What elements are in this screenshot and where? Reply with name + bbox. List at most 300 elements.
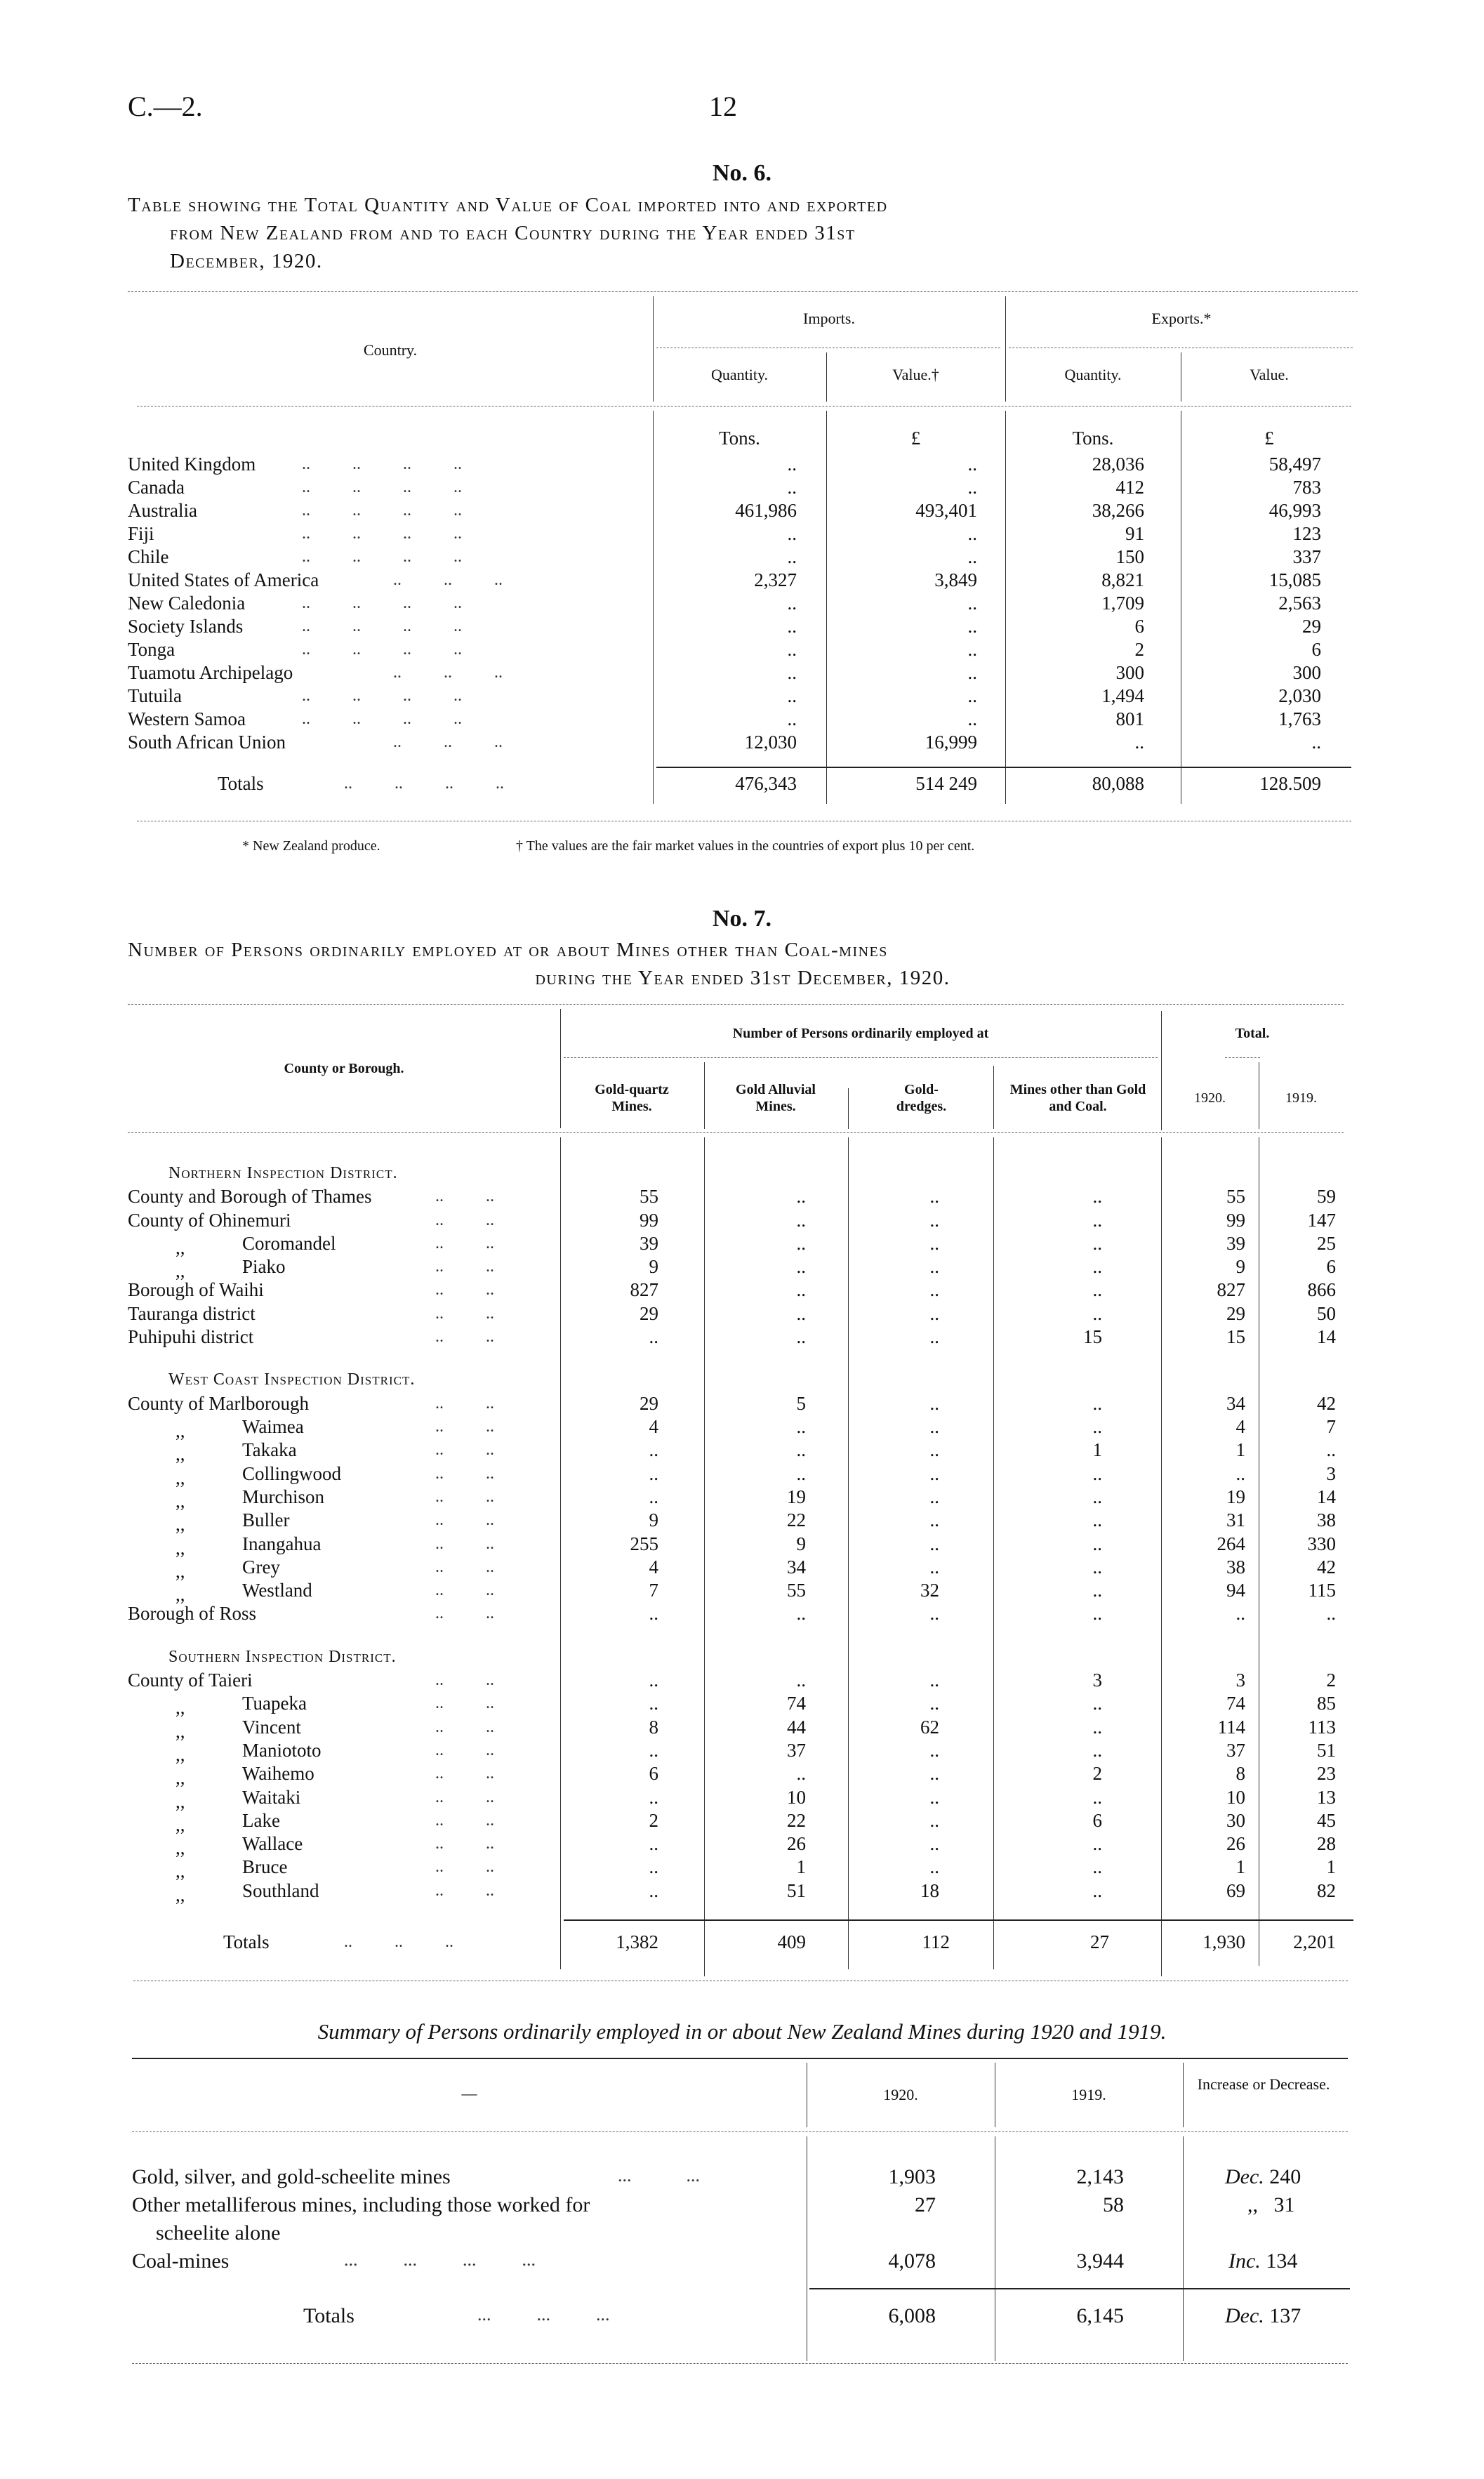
total-1920-count: 10 [1226,1787,1245,1808]
gold-quartz-count: 6 [649,1763,658,1784]
total-1920-count: 9 [1235,1256,1245,1277]
imports-quantity-header: Quantity. [710,366,769,383]
ditto-mark: ,, [175,1837,185,1858]
gold-quartz-count: .. [649,1463,658,1484]
other-mines-count: .. [1092,1693,1102,1714]
gold-quartz-count: .. [649,1670,658,1691]
gold-alluvial-count: 51 [787,1880,806,1901]
summary-change-value [1228,2248,1297,2275]
other-mines-count: 2 [1092,1763,1102,1784]
total-1919-count: 147 [1307,1210,1336,1231]
table6-totals-label: Totals [218,773,264,794]
gold-quartz-count: 9 [649,1509,658,1531]
table7-top-rule [128,1004,1344,1005]
exports-value: 58,497 [1268,454,1321,475]
total-1919: 2,201 [1293,1931,1336,1952]
total-1919-count: 115 [1308,1580,1336,1601]
county-name: Inangahua [242,1533,322,1554]
table6-title-line3: December, 1920. [170,250,323,272]
summary-change-header: Increase or Decrease. [1197,2075,1330,2093]
total-1920-count: 827 [1217,1279,1245,1300]
county-name: Grey [242,1556,280,1578]
unit-tons: Tons. [719,428,760,449]
imports-value: .. [967,477,977,498]
dot-leader: .. .. [435,1694,494,1712]
dot-leader: .. .. .. [393,733,503,751]
gold-dredges-count: .. [929,1439,939,1460]
exports-header: Exports.* [1151,310,1212,327]
table7-total-rule [1225,1057,1260,1058]
imports-quantity: .. [787,477,797,498]
gold-dredges-count: .. [929,1603,939,1624]
total-gold-alluvial: 409 [777,1931,806,1952]
gold-dredges-count: .. [929,1279,939,1300]
gold-alluvial-count: 22 [787,1810,806,1831]
country-name: Fiji [128,523,154,544]
county-name: Borough of Waihi [128,1279,264,1300]
exports-quantity: 28,036 [1092,454,1144,475]
dot-leader: .. .. [435,1257,494,1276]
summary-bottom-rule [132,2363,1348,2364]
other-mines-count: .. [1092,1416,1102,1437]
total-1920-count: .. [1235,1463,1245,1484]
ditto-mark: ,, [175,1721,185,1742]
gold-alluvial-count: 9 [796,1533,806,1554]
country-name: Canada [128,477,185,498]
ditto-mark: ,, [175,1744,185,1765]
gold-dredges-count: .. [929,1186,939,1207]
gold-quartz-count: 99 [640,1210,658,1231]
year-1920-header: 1920. [1194,1090,1226,1106]
table7-divider [848,1088,849,1129]
imports-quantity: .. [787,639,797,660]
imports-quantity: .. [787,685,797,706]
gold-quartz-count: 827 [630,1279,658,1300]
footnote-dagger: † The values are the fair market values in the countries of export plus 10 per cent. [516,838,975,854]
table7-totals-rule [564,1919,1353,1921]
summary-totals-rule [809,2288,1350,2289]
gold-alluvial-count: 19 [787,1486,806,1507]
gold-dredges-count: .. [929,1303,939,1324]
exports-quantity: 412 [1115,477,1144,498]
total-1919-count: 14 [1317,1326,1336,1347]
table6-title-line1: Table showing the Total Quantity and Value of Coal imported into and exported [128,194,888,216]
other-mines-count: .. [1092,1556,1102,1578]
dot-leader: .. .. [435,1417,494,1436]
imports-value: .. [967,523,977,544]
total-1919-count: 6 [1326,1256,1336,1277]
dot-leader: .. .. [435,1718,494,1736]
other-mines-count: .. [1092,1463,1102,1484]
imports-quantity: 12,030 [744,732,797,753]
summary-change-value [1225,2164,1301,2190]
year-1919-header: 1919. [1285,1090,1317,1106]
gold-alluvial-header: Gold Alluvial Mines. [736,1082,816,1114]
total-1919-count: 13 [1317,1787,1336,1808]
total-1920-count: 38 [1226,1556,1245,1578]
group-header: Number of Persons ordinarily employed at [732,1026,989,1041]
county-name: Coromandel [242,1233,336,1254]
document-reference: C.—2. [128,91,203,122]
dot-leader: .. .. [435,1394,494,1413]
country-name: New Caledonia [128,593,246,614]
dot-leader: .. .. [435,1234,494,1252]
dot-leader: .. .. [435,1465,494,1483]
summary-1919-value: 3,944 [1076,2249,1124,2273]
dot-leader: .. .. [435,1511,494,1529]
total-1920-count: 34 [1226,1393,1245,1414]
county-name: Collingwood [242,1463,342,1484]
gold-alluvial-count: .. [796,1670,806,1691]
total-1919-count: 113 [1308,1717,1336,1738]
table6-top-rule [128,291,1358,292]
dot-leader: .. .. [435,1558,494,1576]
total-1919-count: 25 [1317,1233,1336,1254]
gold-alluvial-count: .. [796,1233,806,1254]
total-1919-count: 23 [1317,1763,1336,1784]
country-name: South African Union [128,732,286,753]
gold-quartz-count: .. [649,1787,658,1808]
imports-value-header: Value.† [892,366,939,383]
other-mines-count: .. [1092,1256,1102,1277]
ditto-mark: ,, [175,1514,185,1535]
gold-quartz-count: .. [649,1486,658,1507]
gold-dredges-count: 32 [920,1580,939,1601]
ditto-mark: ,, [175,1814,185,1835]
dot-leader: .. .. [435,1304,494,1323]
county-name: Waimea [242,1416,304,1437]
total-1920-count: 39 [1226,1233,1245,1254]
total-1919-count: 38 [1317,1509,1336,1531]
other-mines-count: .. [1092,1303,1102,1324]
summary-header-rule [132,2131,1348,2132]
total-1919-count: 45 [1317,1810,1336,1831]
exports-quantity: 150 [1115,546,1144,567]
imports-quantity: .. [787,454,797,475]
dot-leader: .. .. [435,1858,494,1876]
ditto-mark: ,, [175,1791,185,1812]
summary-totals-label: Totals [303,2304,355,2327]
gold-quartz-count: .. [649,1693,658,1714]
total-other-mines: 27 [1090,1931,1109,1952]
other-mines-count: .. [1092,1580,1102,1601]
dot-leader: .. .. .. .. [302,524,462,543]
exports-quantity: 300 [1115,662,1144,683]
table7-title-line2: during the Year ended 31st December, 1920. [535,967,950,989]
imports-header: Imports. [803,310,855,327]
ditto-mark: ,, [1247,2193,1258,2216]
gold-dredges-count: .. [929,1463,939,1484]
total-1919-count: 59 [1317,1186,1336,1207]
other-mines-count: .. [1092,1880,1102,1901]
total-1920-count: 3 [1235,1670,1245,1691]
change-amount: 137 [1269,2304,1301,2327]
imports-value: .. [967,593,977,614]
county-name: Buller [242,1509,290,1531]
country-header: Country. [363,341,418,359]
total-1919-count: 50 [1317,1303,1336,1324]
imports-quantity: .. [787,708,797,729]
county-header: County or Borough. [284,1061,404,1076]
imports-value: .. [967,546,977,567]
summary-row-label: Other metalliferous mines, including those worked for [132,2193,590,2216]
summary-row-label: Gold, silver, and gold-scheelite mines [132,2165,451,2188]
change-amount: 240 [1269,2165,1301,2188]
gold-quartz-count: .. [649,1856,658,1877]
gold-quartz-count: 4 [649,1556,658,1578]
dot-leader: .. .. .. .. [344,774,504,793]
imports-value: .. [967,454,977,475]
gold-alluvial-count: .. [796,1416,806,1437]
gold-alluvial-count: 34 [787,1556,806,1578]
summary-blank-header: — [461,2084,477,2102]
gold-alluvial-count: .. [796,1439,806,1460]
dot-leader: .. .. [435,1488,494,1506]
gold-alluvial-count: .. [796,1279,806,1300]
gold-dredges-count: .. [929,1416,939,1437]
gold-quartz-count: 29 [640,1303,658,1324]
dot-leader: .. .. .. [393,663,503,682]
gold-alluvial-count: .. [796,1303,806,1324]
gold-alluvial-count: .. [796,1326,806,1347]
gold-quartz-count: .. [649,1603,658,1624]
table7-group-rule [564,1057,1158,1058]
exports-value: 29 [1302,616,1321,637]
summary-title: Summary of Persons ordinarily employed in or about New Zealand Mines during 1920 and 1919. [317,2019,1167,2044]
summary-row-label-cont: scheelite alone [156,2221,281,2245]
other-mines-count: .. [1092,1393,1102,1414]
other-mines-count: .. [1092,1533,1102,1554]
imports-value: .. [967,616,977,637]
gold-quartz-count: .. [649,1880,658,1901]
gold-quartz-count: 2 [649,1810,658,1831]
imports-value: .. [967,639,977,660]
county-name: Borough of Ross [128,1603,257,1624]
total-1920-count: 31 [1226,1509,1245,1531]
unit-pounds: £ [1264,428,1274,449]
change-amount: 134 [1266,2249,1298,2273]
total-1920-count: 1 [1235,1856,1245,1877]
gold-dredges-count: .. [929,1326,939,1347]
dot-leader: .. .. [435,1328,494,1346]
gold-alluvial-count: .. [796,1210,806,1231]
imports-quantity: .. [787,593,797,614]
gold-dredges-count: .. [929,1763,939,1784]
district-heading: Southern Inspection District. [168,1648,397,1666]
ditto-mark: ,, [175,1237,185,1258]
imports-value: 3,849 [934,569,977,590]
other-mines-count: .. [1092,1486,1102,1507]
other-mines-count: .. [1092,1210,1102,1231]
gold-quartz-header: Gold-quartz Mines. [595,1082,669,1114]
total-1920-count: 264 [1217,1533,1245,1554]
ditto-mark: ,, [175,1697,185,1718]
county-name: Waihemo [242,1763,314,1784]
dot-leader: .. .. [435,1535,494,1553]
summary-divider [1183,2063,1184,2127]
dot-leader: .. .. .. .. [302,501,462,520]
country-name: Tutuila [128,685,183,706]
gold-alluvial-count: .. [796,1603,806,1624]
gold-alluvial-count: 1 [796,1856,806,1877]
other-mines-count: .. [1092,1787,1102,1808]
summary-total-1920: 6,008 [888,2304,936,2327]
gold-quartz-count: .. [649,1439,658,1460]
total-1919-count: 28 [1317,1833,1336,1854]
dot-leader: .. .. [435,1835,494,1853]
summary-top-rule [132,2058,1348,2059]
total-1919-count: 330 [1307,1533,1336,1554]
county-name: Waitaki [242,1787,301,1808]
total-1920-count: 29 [1226,1303,1245,1324]
ditto-mark: ,, [175,1538,185,1559]
gold-dredges-count: .. [929,1210,939,1231]
total-1920-count: 94 [1226,1580,1245,1601]
total-1919-count: 42 [1317,1556,1336,1578]
ditto-mark: ,, [175,1767,185,1788]
other-mines-count: 3 [1092,1670,1102,1691]
summary-row-label: Coal-mines [132,2249,230,2273]
dot-leader: .. .. [435,1882,494,1900]
table7-divider [993,1066,994,1129]
summary-1920-value: 27 [915,2193,936,2216]
ditto-mark: ,, [175,1884,185,1905]
county-name: Murchison [242,1486,324,1507]
ditto-mark: ,, [175,1860,185,1882]
total-1919-count: .. [1326,1439,1336,1460]
dot-leader: .. .. [435,1811,494,1830]
gold-quartz-count: .. [649,1833,658,1854]
gold-quartz-count: 7 [649,1580,658,1601]
dot-leader: .. .. [435,1788,494,1806]
country-name: Tonga [128,639,175,660]
dot-leader: .. .. .. .. [302,548,462,566]
imports-quantity: .. [787,662,797,683]
dot-leader: .. .. .. .. [302,478,462,496]
unit-tons: Tons. [1072,428,1114,449]
county-name: Lake [242,1810,280,1831]
total-1919-count: .. [1326,1603,1336,1624]
county-name: Puhipuhi district [128,1326,254,1347]
table6-title-line2: from New Zealand from and to each Country during the Year ended 31st [170,222,856,244]
dot-leader: ... ... [618,2165,700,2186]
dot-leader: ... ... ... [477,2304,610,2325]
total-1920-count: 1 [1235,1439,1245,1460]
dot-leader: .. .. .. .. [302,687,462,705]
total-1919-count: 51 [1317,1740,1336,1761]
table6-title [128,191,1358,275]
ditto-mark: ,, [175,1420,185,1441]
exports-value: 123 [1292,523,1321,544]
gold-quartz-count: 39 [640,1233,658,1254]
county-name: County of Taieri [128,1670,253,1691]
imports-quantity: 461,986 [735,500,797,521]
summary-total-change [1225,2303,1301,2329]
imports-value: 16,999 [925,732,977,753]
exports-quantity: 8,821 [1101,569,1144,590]
county-name: County of Marlborough [128,1393,309,1414]
dot-leader: .. .. .. .. [302,640,462,659]
gold-dredges-count: .. [929,1740,939,1761]
ditto-mark: ,, [175,1443,185,1465]
gold-quartz-count: 8 [649,1717,658,1738]
country-name: Western Samoa [128,708,246,729]
total-1919-count: 7 [1326,1416,1336,1437]
country-name: United Kingdom [128,454,256,475]
ditto-mark: ,, [175,1260,185,1281]
total-imports-quantity: 476,343 [735,773,797,794]
gold-alluvial-count: .. [796,1463,806,1484]
gold-alluvial-count: 37 [787,1740,806,1761]
gold-dredges-count: .. [929,1787,939,1808]
change-amount: 31 [1273,2193,1295,2216]
gold-quartz-count: 9 [649,1256,658,1277]
total-1920-count: 74 [1226,1693,1245,1714]
gold-dredges-header: Gold-dredges. [896,1082,947,1114]
dot-leader: .. .. [435,1211,494,1229]
exports-value: 2,563 [1278,593,1321,614]
exports-quantity: 2 [1134,639,1144,660]
gold-alluvial-count: .. [796,1256,806,1277]
gold-dredges-count: .. [929,1393,939,1414]
footnote-star: * New Zealand produce. [242,838,380,854]
dot-leader: .. .. .. [344,1933,453,1951]
total-1919-count: 14 [1317,1486,1336,1507]
other-mines-count: 15 [1083,1326,1102,1347]
other-mines-header: Mines other than Gold and Coal. [1009,1082,1146,1114]
county-name: County of Ohinemuri [128,1210,291,1231]
table7-title-line1: Number of Persons ordinarily employed at or about Mines other than Coal-mines [128,939,888,961]
total-header: Total. [1235,1026,1270,1041]
dot-leader: .. .. [435,1604,494,1622]
gold-quartz-count: .. [649,1740,658,1761]
gold-dredges-count: .. [929,1856,939,1877]
exports-quantity: 1,494 [1101,685,1144,706]
county-name: Maniototo [242,1740,322,1761]
table7-totals-label: Totals [223,1931,270,1952]
country-name: Society Islands [128,616,244,637]
page-number: 12 [709,91,737,122]
other-mines-count: .. [1092,1740,1102,1761]
exports-quantity: 801 [1115,708,1144,729]
total-1920: 1,930 [1203,1931,1245,1952]
total-1920-count: 19 [1226,1486,1245,1507]
dot-leader: ... ... ... ... [344,2249,536,2270]
gold-dredges-count: .. [929,1693,939,1714]
total-1920-count: 114 [1217,1717,1245,1738]
gold-dredges-count: .. [929,1533,939,1554]
total-gold-quartz: 1,382 [616,1931,658,1952]
dot-leader: .. .. [435,1764,494,1783]
summary-1920-value: 1,903 [888,2165,936,2188]
gold-dredges-count: 62 [920,1717,939,1738]
total-exports-value: 128.509 [1259,773,1321,794]
gold-dredges-count: .. [929,1556,939,1578]
gold-alluvial-count: 44 [787,1717,806,1738]
imports-value: .. [967,708,977,729]
table6-totals-rule [656,767,1351,768]
exports-value: 300 [1292,662,1321,683]
gold-dredges-count: .. [929,1233,939,1254]
gold-quartz-count: 29 [640,1393,658,1414]
other-mines-count: .. [1092,1833,1102,1854]
other-mines-count: .. [1092,1233,1102,1254]
country-name: Tuamotu Archipelago [128,662,293,683]
gold-alluvial-count: .. [796,1763,806,1784]
dot-leader: .. .. .. [393,571,503,589]
exports-value: 2,030 [1278,685,1321,706]
table7-number: No. 7. [712,906,772,932]
